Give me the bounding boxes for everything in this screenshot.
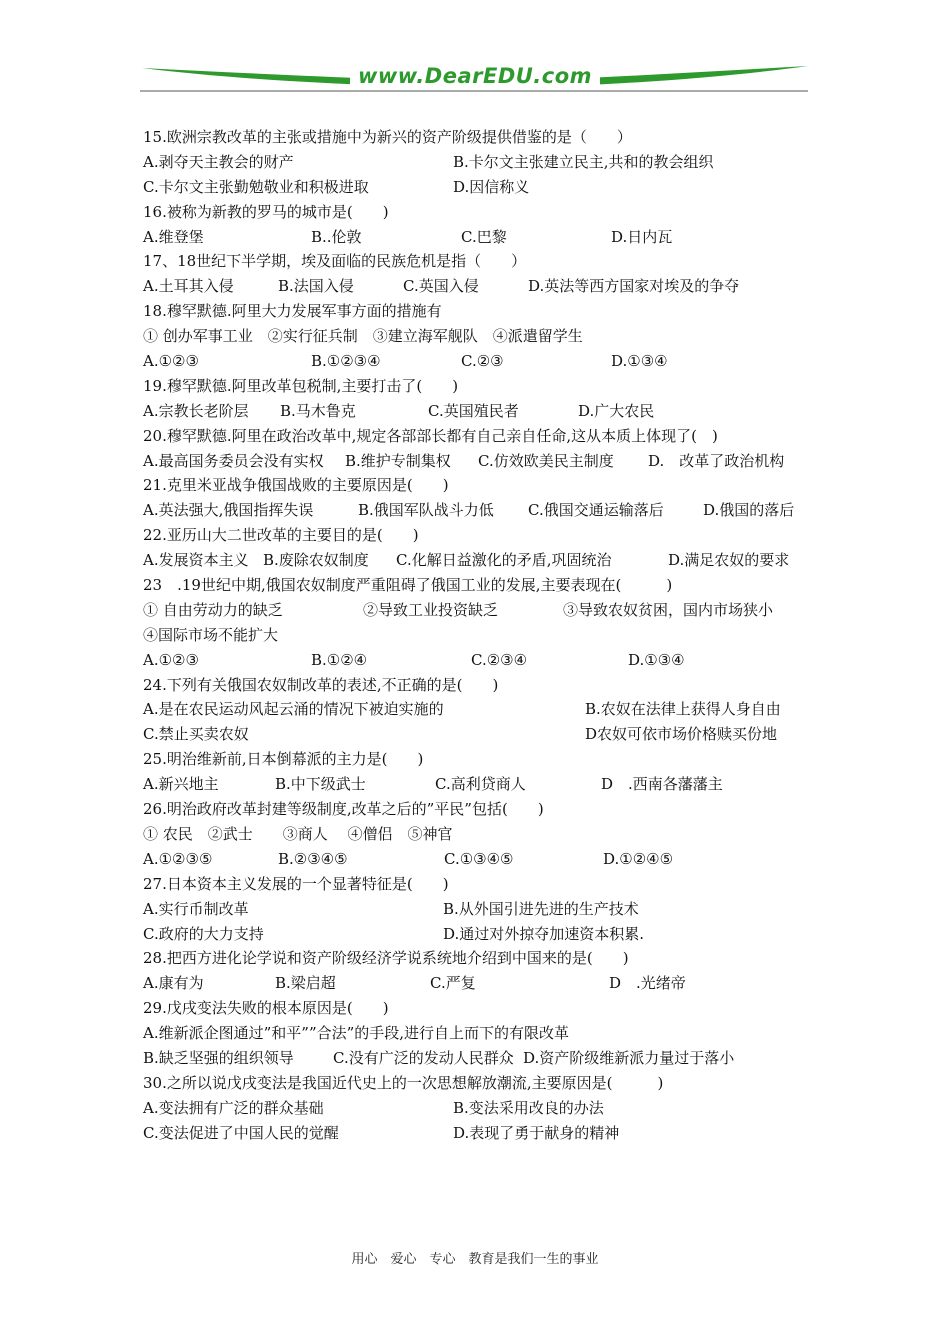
question-line (143, 822, 813, 847)
question-text: 16.被称为新教的罗马的城市是( ) (143, 202, 389, 221)
question-text: 17、18世纪下半学期，埃及面临的民族危机是指（ ） (143, 252, 527, 271)
option-text: C.没有广泛的发动人民群众 (333, 1048, 514, 1067)
question-text: 24.下列有关俄国农奴制改革的表述,不正确的是( ) (143, 675, 499, 694)
option-text: A.英法强大,俄国指挥失误 (143, 501, 314, 520)
option-text: B..伦敦 (311, 227, 362, 246)
option-text: B.①②④ (311, 650, 368, 669)
question-line (143, 374, 813, 399)
option-text: B.马木鲁克 (280, 401, 356, 420)
question-line (143, 449, 813, 474)
question-line (143, 200, 813, 225)
question-text: 21.克里米亚战争俄国战败的主要原因是( ) (143, 476, 449, 495)
question-text: 15.欧洲宗教改革的主张或措施中为新兴的资产阶级提供借鉴的是（ ） (143, 128, 632, 146)
option-text: A.最高国务委员会没有实权 (143, 451, 324, 470)
question-text: 28.把西方进化论学说和资产阶级经济学说系统地介绍到中国来的是( ) (143, 949, 629, 968)
option-text: A.①②③⑤ (143, 849, 213, 868)
option-text: B.俄国军队战斗力低 (358, 501, 494, 520)
question-line (143, 946, 813, 971)
option-text: D .西南各藩藩主 (601, 775, 723, 794)
question-line (143, 797, 813, 822)
question-line (143, 673, 813, 698)
option-text: C.高利贷商人 (435, 775, 526, 794)
question-line (143, 573, 813, 598)
option-text: C.②③④ (471, 650, 528, 669)
option-text: B.维护专制集权 (345, 451, 451, 470)
question-line (143, 249, 813, 274)
question-line (143, 1096, 813, 1121)
question-text: 25.明治维新前,日本倒幕派的主力是( ) (143, 750, 424, 769)
option-text: C.英国入侵 (403, 277, 479, 296)
option-text: B.缺乏坚强的组织领导 (143, 1048, 294, 1067)
option-text: ① 自由劳动力的缺乏 (143, 600, 283, 619)
question-line (143, 274, 813, 299)
option-text: A.土耳其入侵 (143, 277, 234, 296)
question-line (143, 996, 813, 1021)
question-text: 18.穆罕默德.阿里大力发展军事方面的措施有 (143, 302, 442, 321)
option-text: D. 改革了政治机构 (648, 451, 785, 470)
question-line (143, 598, 813, 623)
option-text: B.变法采用改良的办法 (453, 1098, 604, 1117)
question-line (143, 548, 813, 573)
option-text: B.废除农奴制度 (263, 551, 369, 570)
question-text: 26.明治政府改革封建等级制度,改革之后的”平民”包括( ) (143, 800, 544, 819)
option-text: A.①②③ (143, 352, 199, 371)
question-line (143, 498, 813, 523)
question-line (143, 722, 813, 747)
option-text: B.中下级武士 (275, 775, 366, 794)
question-line (143, 175, 813, 200)
option-text: B.法国入侵 (278, 277, 354, 296)
option-text: A.①②③ (143, 650, 199, 669)
option-text: D.①③④ (628, 650, 685, 669)
question-line (143, 872, 813, 897)
question-text: 29.戊戌变法失败的根本原因是( ) (143, 999, 389, 1018)
question-text: ① 创办军事工业 ②实行征兵制 ③建立海军舰队 ④派遣留学生 (143, 327, 583, 346)
option-text: D.因信称义 (453, 177, 530, 196)
question-text: 19.穆罕默德.阿里改革包税制,主要打击了( ) (143, 376, 459, 395)
question-text: 20.穆罕默德.阿里在政治改革中,规定各部部长都有自己亲自任命,这从本质上体现了( ) (143, 426, 718, 445)
option-text: A.是在农民运动风起云涌的情况下被迫实施的 (143, 700, 444, 719)
question-line (143, 1046, 813, 1071)
page-footer: 用心 爱心 专心 教育是我们一生的事业 (351, 1252, 599, 1267)
option-text: D.表现了勇于献身的精神 (453, 1123, 620, 1142)
site-logo-text: www.DearEDU.com (350, 64, 600, 88)
question-line (143, 150, 813, 175)
option-text: D.资产阶级维新派力量过于落小 (523, 1048, 735, 1067)
question-list (143, 125, 813, 1146)
option-text: A.康有为 (143, 974, 204, 993)
option-text: C.①③④⑤ (444, 849, 514, 868)
option-text: D.①②④⑤ (603, 849, 674, 868)
option-text: B.②③④⑤ (278, 849, 348, 868)
option-text: D.通过对外掠夺加速资本积累. (443, 924, 645, 943)
question-text: ④国际市场不能扩大 (143, 625, 279, 644)
option-text: A.宗教长老阶层 (143, 401, 249, 420)
option-text: D.①③④ (611, 352, 668, 371)
question-line (143, 125, 813, 150)
question-line (143, 1071, 813, 1096)
option-text: A.实行币制改革 (143, 899, 249, 918)
option-text: B.农奴在法律上获得人身自由 (585, 700, 781, 719)
question-line (143, 1021, 813, 1046)
question-line (143, 922, 813, 947)
option-text: D.英法等西方国家对埃及的争夺 (528, 277, 740, 296)
option-text: C.化解日益激化的矛盾,巩固统治 (396, 551, 612, 570)
option-text: A.新兴地主 (143, 775, 219, 794)
question-line (143, 648, 813, 673)
option-text: B.梁启超 (275, 974, 336, 993)
option-text: A.发展资本主义 (143, 551, 249, 570)
option-text: C.政府的大力支持 (143, 924, 264, 943)
question-line (143, 971, 813, 996)
question-line (143, 523, 813, 548)
question-line (143, 897, 813, 922)
option-text: A.变法拥有广泛的群众基础 (143, 1098, 324, 1117)
option-text: D农奴可依市场价格赎买份地 (585, 725, 778, 744)
question-line (143, 747, 813, 772)
option-text: A.维登堡 (143, 227, 204, 246)
option-text: C.卡尔文主张勤勉敬业和积极进取 (143, 177, 369, 196)
question-text: A.维新派企图通过”和平””合法”的手段,进行自上而下的有限改革 (143, 1024, 570, 1043)
option-text: D.日内瓦 (611, 227, 673, 246)
option-text: C.严复 (430, 974, 476, 993)
option-text: D.满足农奴的要求 (668, 551, 790, 570)
question-line (143, 399, 813, 424)
question-line (143, 225, 813, 250)
question-text: 30.之所以说戊戌变法是我国近代史上的一次思想解放潮流,主要原因是( ) (143, 1073, 664, 1092)
question-line (143, 299, 813, 324)
site-header (140, 60, 810, 100)
question-line (143, 623, 813, 648)
option-text: D.俄国的落后 (703, 501, 795, 520)
option-text: C.仿效欧美民主制度 (478, 451, 614, 470)
question-line (143, 1121, 813, 1146)
question-line (143, 697, 813, 722)
option-text: D.广大农民 (578, 401, 655, 420)
option-text: B.①②③④ (311, 352, 381, 371)
question-text: ① 农民 ②武士 ③商人 ④僧侣 ⑤神官 (143, 824, 453, 843)
option-text: C.巴黎 (461, 227, 507, 246)
option-text: A.剥夺天主教会的财产 (143, 152, 294, 171)
question-line (143, 424, 813, 449)
option-text: B.卡尔文主张建立民主,共和的教会组织 (453, 152, 714, 171)
question-text: 23 .19世纪中期,俄国农奴制度严重阻碍了俄国工业的发展,主要表现在( ) (143, 576, 673, 595)
question-line (143, 349, 813, 374)
question-text: 22.亚历山大二世改革的主要目的是( ) (143, 526, 419, 545)
question-line (143, 473, 813, 498)
option-text: C.俄国交通运输落后 (528, 501, 664, 520)
site-logo (140, 64, 810, 88)
option-text: D .光绪帝 (609, 974, 686, 993)
question-line (143, 772, 813, 797)
question-line (143, 324, 813, 349)
option-text: C.禁止买卖农奴 (143, 725, 249, 744)
option-text: B.从外国引进先进的生产技术 (443, 899, 639, 918)
option-text: C.英国殖民者 (428, 401, 519, 420)
option-text: C.②③ (461, 352, 504, 371)
question-text: 27.日本资本主义发展的一个显著特征是( ) (143, 874, 449, 893)
option-text: C.变法促进了中国人民的觉醒 (143, 1123, 339, 1142)
option-text: ②导致工业投资缺乏 (363, 600, 499, 619)
option-text: ③导致农奴贫困，国内市场狭小 (563, 600, 774, 619)
question-line (143, 847, 813, 872)
